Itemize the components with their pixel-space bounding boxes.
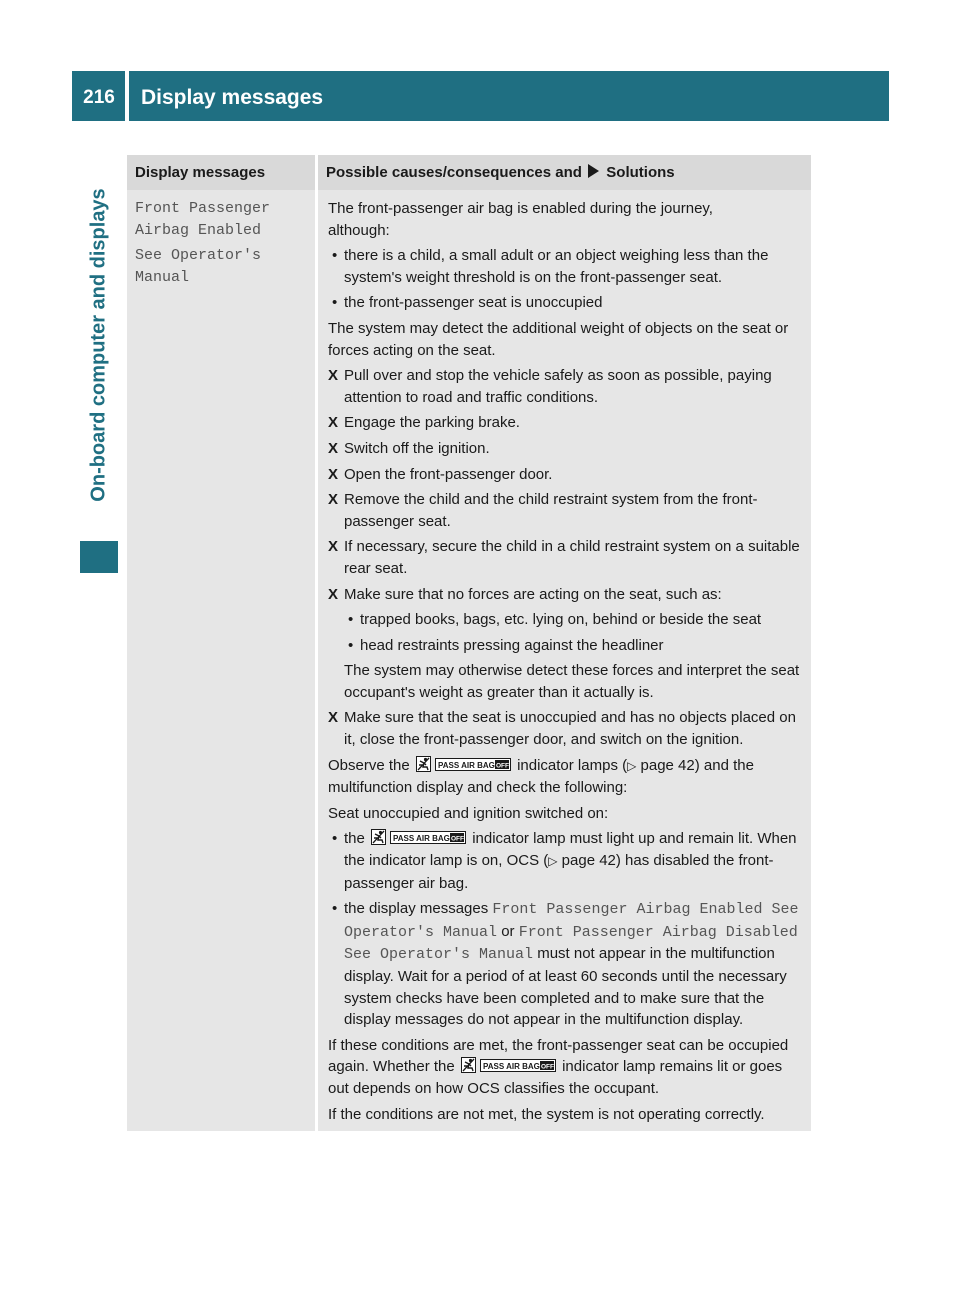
svg-text:PASS AIR BAG: PASS AIR BAG [437, 760, 495, 770]
message-line: Airbag Enabled [135, 221, 262, 239]
solution-cell [317, 190, 812, 1131]
pass-airbag-off-icon [480, 1059, 556, 1072]
side-tab-marker [80, 541, 118, 573]
check-item: • the PASS AIR BAG OFF indicator lamp must light up and remain lit. When the indicator lamp is on, OCS (▷ page 42) has disabled the front-passenger air bag. [328, 828, 805, 894]
svg-text:PASS AIR BAG: PASS AIR BAG [482, 1062, 540, 1072]
pass-airbag-off-icon [390, 831, 466, 844]
step-item: X Engage the parking brake. [328, 412, 805, 434]
svg-text:OFF: OFF [451, 835, 465, 843]
col-header-solutions [317, 155, 812, 190]
col-header-messages: Display messages [127, 155, 317, 190]
side-tab-label: On-board computer and displays [87, 188, 110, 502]
header-divider [125, 71, 129, 121]
detect-text: The system may detect the additional weight of objects on the seat or forces acting on the seat. [328, 319, 789, 359]
cause-item: • there is a child, a small adult or an object weighing less than the system's weight threshold is on the front-passenger seat. [328, 245, 805, 288]
occupant-sensor-icon [461, 1057, 476, 1073]
message-line: Manual [135, 268, 190, 286]
step-item: X Remove the child and the child restraint system from the front-passenger seat. [328, 491, 758, 530]
step-marker-icon: X [328, 367, 339, 385]
col-header-solutions-label: Solutions [606, 164, 675, 181]
step-item: X Pull over and stop the vehicle safely as soon as possible, paying attention to road and traffic conditions. [328, 367, 772, 406]
col-header-causes: Possible causes/consequences and [326, 164, 582, 181]
pass-airbag-off-icon [435, 758, 511, 771]
occupant-sensor-icon [371, 829, 386, 845]
check-item: • the display messages Front Passenger Airbag Enabled See Operator's Manual or Front Passenger Airbag Disabled See Operator's Manual must not appear in the multifunction display. Wait for a period of at least 60 seconds until the necessary system checks have been completed and to make sure that the display messages do not appear in the multifunction display. [328, 898, 805, 1031]
svg-text:OFF: OFF [495, 762, 509, 770]
step-marker-icon: X [328, 414, 339, 432]
step-marker-icon: X [328, 491, 339, 509]
conditions-met-text: If these conditions are met, the front-passenger seat can be occupied again. Whether the PASS AIR BAG OFF indicator lamp remains lit or goes out depends on how OCS classifies the occupant. [328, 1036, 789, 1097]
step-item: X Switch off the ignition. [328, 438, 805, 460]
svg-text:PASS AIR BAG: PASS AIR BAG [393, 834, 450, 844]
force-item: • head restraints pressing against the headliner [344, 635, 805, 657]
step-marker-icon: X [328, 709, 339, 727]
message-cell [127, 190, 317, 1131]
page-ref-icon: ▷ [548, 854, 558, 869]
step-marker-icon: X [328, 465, 339, 483]
step-marker-icon: X [328, 538, 339, 556]
step-item: X Make sure that the seat is unoccupied and has no objects placed on it, close the front-passenger door, and switch on the ignition. [328, 709, 796, 749]
table-row [127, 190, 811, 1131]
cause-item: • the front-passenger seat is unoccupied [328, 292, 805, 314]
intro-text: The front-passenger air bag is enabled during the journey, although: [328, 200, 713, 239]
step-item: X If necessary, secure the child in a child restraint system on a suitable rear seat. [328, 538, 800, 577]
step-marker-icon: X [328, 439, 339, 457]
display-message-text: Front Passenger Airbag Disabled See Operator's Manual [344, 923, 798, 964]
page-number: 216 [83, 87, 115, 108]
occupant-sensor-icon [416, 756, 431, 772]
page-ref-icon: ▷ [627, 758, 637, 773]
page-title: Display messages [141, 86, 324, 109]
conditions-not-met-text: If the conditions are not met, the system is not operating correctly. [328, 1105, 765, 1123]
step-item: X Make sure that no forces are acting on the seat, such as: [328, 584, 805, 606]
message-line: See Operator's [135, 247, 262, 265]
step-item: X Open the front-passenger door. [328, 464, 805, 486]
message-line: Front Passenger [135, 200, 271, 217]
display-messages-table [127, 155, 811, 1131]
svg-text:OFF: OFF [540, 1063, 554, 1071]
table-header-row [127, 155, 811, 190]
step-marker-icon: X [328, 585, 339, 603]
forces-note: The system may otherwise detect these forces and interpret the seat occupant's weight as greater than it actually is. [344, 662, 800, 701]
seat-unoccupied-text: Seat unoccupied and ignition switched on: [328, 804, 609, 822]
observe-text: Observe the PASS AIR BAG OFF indicator lamps (▷ page 42) and the multifunction display and check the following: [328, 756, 754, 797]
force-item: • trapped books, bags, etc. lying on, behind or beside the seat [344, 609, 805, 631]
solution-arrow-icon [588, 164, 599, 178]
display-message-text: Front Passenger Airbag Enabled See Operator's Manual [344, 901, 799, 941]
